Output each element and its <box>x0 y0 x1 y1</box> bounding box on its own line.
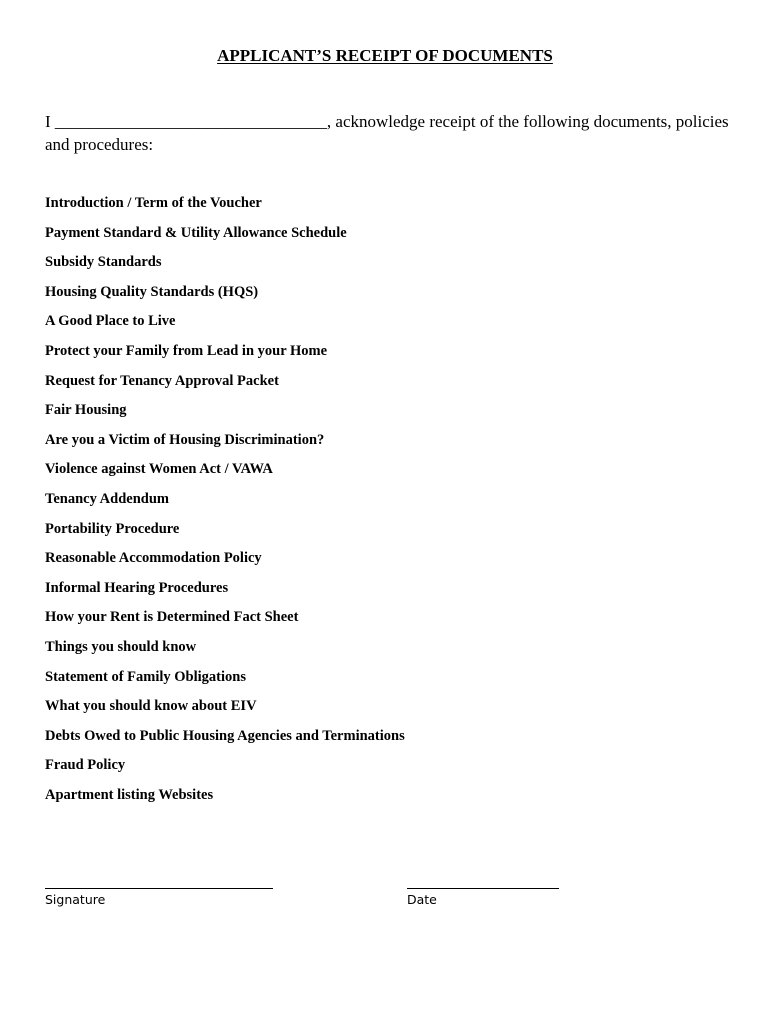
acknowledgement-statement <box>45 110 735 156</box>
date-label: Date <box>407 892 437 907</box>
list-item: Informal Hearing Procedures <box>45 579 229 596</box>
ack-suffix: , acknowledge receipt of the following documents, policies and procedures: <box>45 112 729 154</box>
document-title: APPLICANT’S RECEIPT OF DOCUMENTS <box>217 46 553 65</box>
list-item: Reasonable Accommodation Policy <box>45 550 262 567</box>
document-list <box>45 193 405 814</box>
list-item: Portability Procedure <box>45 520 180 537</box>
list-item: Subsidy Standards <box>45 254 162 271</box>
list-item: Statement of Family Obligations <box>45 668 246 685</box>
name-blank-field[interactable]: ________________________________ <box>54 112 327 131</box>
list-item: A Good Place to Live <box>45 313 176 330</box>
list-item: Are you a Victim of Housing Discrimination? <box>45 431 325 448</box>
list-item: Things you should know <box>45 638 197 655</box>
list-item: Request for Tenancy Approval Packet <box>45 372 279 389</box>
list-item: Violence against Women Act / VAWA <box>45 461 273 478</box>
date-line[interactable] <box>407 876 559 889</box>
list-item: Protect your Family from Lead in your Home <box>45 342 328 359</box>
list-item: Fair Housing <box>45 402 127 419</box>
list-item: Tenancy Addendum <box>45 490 169 507</box>
list-item: Fraud Policy <box>45 757 126 774</box>
list-item: Introduction / Term of the Voucher <box>45 195 262 211</box>
ack-prefix: I <box>45 112 51 131</box>
signature-line[interactable] <box>45 876 273 889</box>
list-item: Apartment listing Websites <box>45 786 214 803</box>
list-item: Payment Standard & Utility Allowance Schedule <box>45 224 347 241</box>
list-item: What you should know about EIV <box>45 698 257 715</box>
signature-label: Signature <box>45 892 106 907</box>
list-item: Debts Owed to Public Housing Agencies and Terminations <box>45 727 405 744</box>
list-item: Housing Quality Standards (HQS) <box>45 283 259 300</box>
list-item: How your Rent is Determined Fact Sheet <box>45 609 299 626</box>
